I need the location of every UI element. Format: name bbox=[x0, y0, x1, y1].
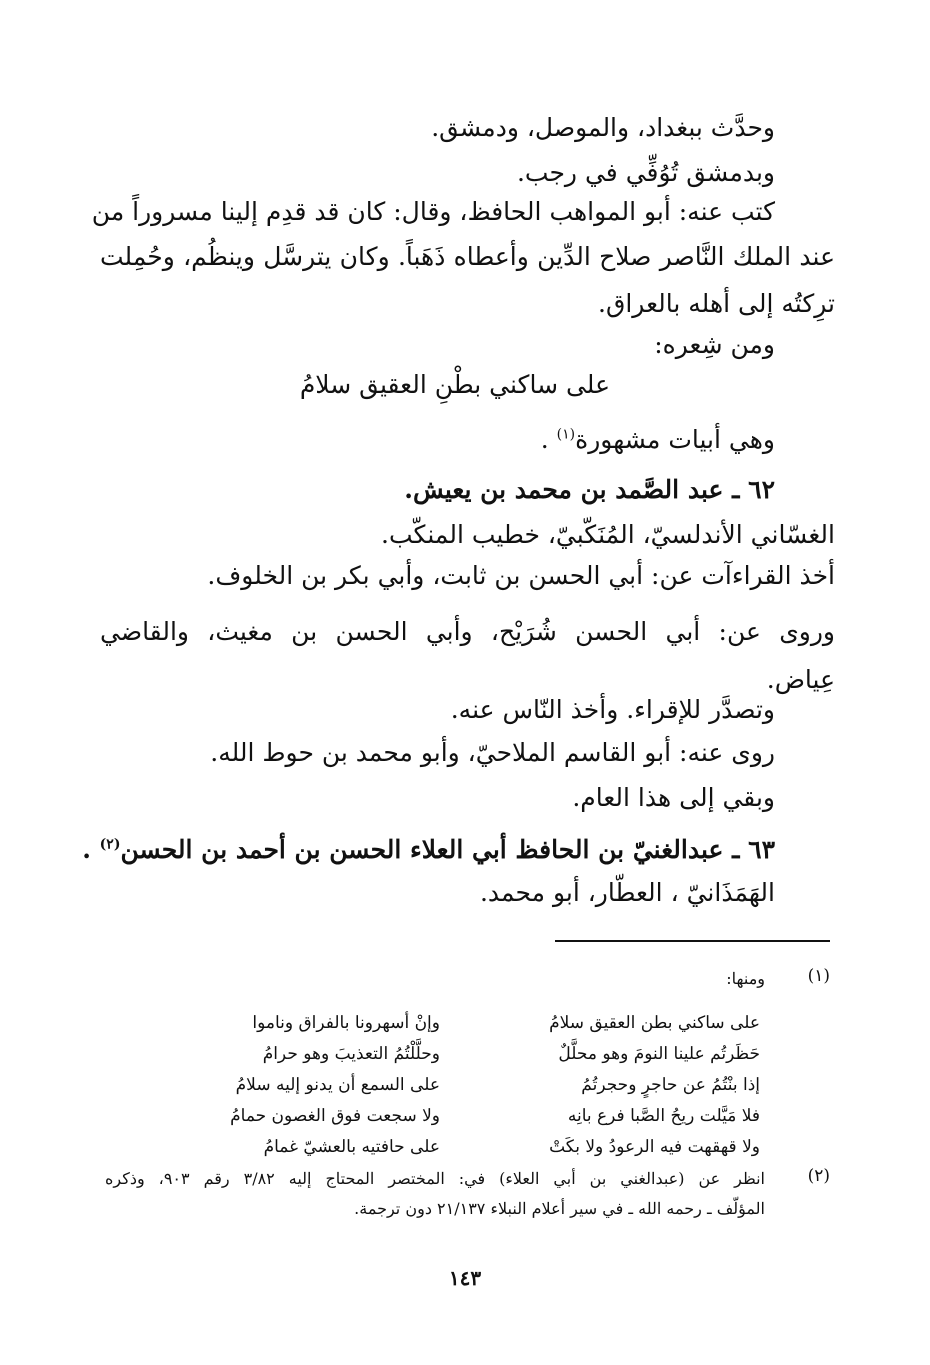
footnote-2-line-1: انظر عن (عبدالغني بن أبي العلاء) في: المختصر المحتاج إليه ٣/٨٢ رقم ٩٠٣، وذكره bbox=[105, 1169, 765, 1188]
footnote-2-number: (٢) bbox=[807, 1166, 830, 1186]
entry-63-line-1: الهَمَذَانيّ ، العطّار، أبو محمد. bbox=[479, 878, 775, 907]
page-number: ١٤٣ bbox=[448, 1266, 482, 1290]
footnote-1-verses-left bbox=[110, 1008, 440, 1163]
verse-left-3: على السمع أن يدنو إليه سلامُ bbox=[235, 1075, 440, 1095]
footnote-1-number: (١) bbox=[807, 966, 830, 986]
verse-right-1: على ساكني بطن العقيق سلامُ bbox=[549, 1013, 760, 1033]
entry-62-line-2: أخذ القراءآت عن: أبي الحسن بن ثابت، وأبي بكر بن الخلوف. bbox=[207, 561, 835, 590]
entry-62-heading: ٦٢ ـ عبد الصَّمد بن محمد بن يعيش. bbox=[404, 475, 775, 504]
text-line-1: وحدَّث ببغداد، والموصل، ودمشق. bbox=[431, 113, 775, 142]
verse-right-3: إذا بنْتُمُ عن حاجرٍ وحجرتُمُ bbox=[581, 1075, 760, 1095]
footnote-ref-1[interactable]: (١) bbox=[556, 426, 576, 443]
text-line-5: ترِكتُه إلى أهله بالعراق. bbox=[598, 289, 835, 318]
footnote-1-intro: ومنها: bbox=[726, 969, 765, 988]
entry-63-heading: ٦٣ ـ عبدالغنيّ بن الحافظ أبي العلاء الحسن بن أحمد بن الحسن$^{(٢)}$ . bbox=[82, 835, 775, 864]
verse-left-5: على حافتيه بالعشيّ غمامُ bbox=[263, 1137, 440, 1157]
verse-right-5: ولا قهقهت فيه الرعودُ ولا بكَتْ bbox=[549, 1137, 760, 1157]
entry-62-line-6: روى عنه: أبو القاسم الملاحيّ، وأبو محمد بن حوط الله. bbox=[210, 738, 775, 767]
footnote-separator bbox=[555, 940, 830, 942]
text-line-2: وبدمشق تُوُفِّي في رجب. bbox=[516, 158, 775, 187]
text-line-4: عند الملك النَّاصر صلاح الدِّين وأعطاه ذَهَباً. وكان يترسَّل وينظُم، وحُمِلت bbox=[100, 242, 835, 271]
footnote-1-verses-right bbox=[450, 1008, 760, 1163]
verse-right-2: حَظَرتُم علينا النومَ وهو محلَّلٌ bbox=[558, 1044, 760, 1064]
entry-62-line-7: وبقي إلى هذا العام. bbox=[572, 783, 775, 812]
verse-left-1: وإنْ أسهرونا بالفراق وناموا bbox=[252, 1013, 440, 1033]
verse-left-4: ولا سجعت فوق الغصون حمامُ bbox=[230, 1106, 440, 1126]
text-line-6: ومن شِعره: bbox=[654, 330, 775, 359]
verse-left-2: وحلَّلْتُمُ التعذيبَ وهو حرامُ bbox=[262, 1044, 440, 1064]
footnote-ref-2[interactable]: (٢) bbox=[99, 836, 121, 853]
poem-note: وهي أبيات مشهورة$^{(١)}$ . bbox=[540, 425, 775, 454]
entry-62-line-4: عِياض. bbox=[766, 665, 835, 694]
verse-right-4: فلا مَيَّلت ريحُ الصَّبا فرع بانِه bbox=[567, 1106, 760, 1126]
footnote-2-line-2: المؤلّف ـ رحمه الله ـ في سير أعلام النبلاء ٢١/١٣٧ دون ترجمة. bbox=[354, 1199, 765, 1218]
entry-62-line-3: وروى عن: أبي الحسن شُرَيْح، وأبي الحسن بن مغيث، والقاضي bbox=[100, 617, 835, 646]
text-line-3: كتب عنه: أبو المواهب الحافظ، وقال: كان قد قدِم إلينا مسروراً من bbox=[91, 197, 775, 226]
poem-hemistich: على ساكني بطْنِ العقيق سلامُ bbox=[299, 370, 610, 399]
entry-62-line-5: وتصدَّر للإقراء. وأخذ النّاس عنه. bbox=[450, 695, 775, 724]
entry-62-line-1: الغسّاني الأندلسيّ، المُنَكّبيّ، خطيب المنكّب. bbox=[381, 520, 835, 549]
